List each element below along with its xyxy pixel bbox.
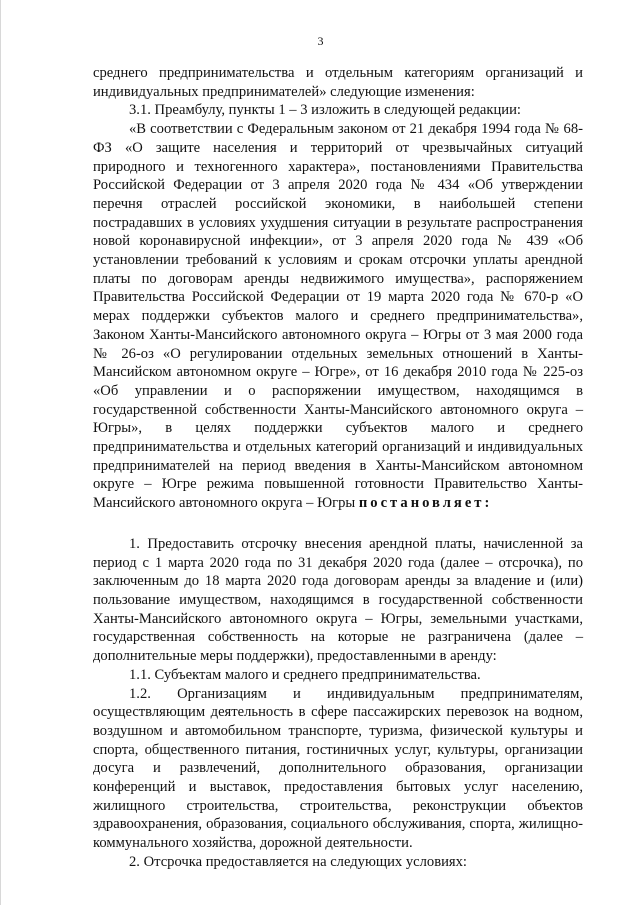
spacer <box>93 513 583 535</box>
paragraph-3-1: 3.1. Преамбулу, пункты 1 – 3 изложить в следующей редакции: <box>129 102 521 119</box>
paragraph-2: 2. Отсрочка предоставляется на следующих условиях: <box>129 853 467 870</box>
paragraph-1-1: 1.1. Субъектам малого и среднего предпринимательства. <box>129 666 481 683</box>
paragraph-1: 1. Предоставить отсрочку внесения арендной платы, начисленной за период с 1 марта 2020 года по 31 декабря 2020 года (далее – отсрочка), по заключенным до 18 марта 2020 года договорам аренды за владение и (или) пользование имуществом, находящимся в государственной собственности Ханты-Мансийского автономного округа – Югры, земельными участками, государственная собственность на которые не разграничена (далее – дополнительные меры поддержки), предоставленными в аренду: <box>93 535 583 665</box>
preamble-text: «В соответствии с Федеральным законом от 21 декабря 1994 года № 68-ФЗ «О защите населения и территорий от чрезвычайных ситуаций природного и техногенного характера», постановлениями Правительства Российской Федерации от 3 апреля 2020 года № 434 «Об утверждении перечня отраслей российской экономики, в наибольшей степени пострадавших в условиях ухудшения ситуации в результате распространения новой коронавирусной инфекции», от 3 апреля 2020 года № 439 «Об установлении требований к условиям и срокам отсрочки уплаты арендной платы по договорам аренды недвижимого имущества», распоряжением Правительства Российской Федерации от 19 марта 2020 года № 670-р «О мерах поддержки субъектов малого и среднего предпринимательства», Законом Ханты-Мансийского автономного округа – Югры от 3 мая 2000 года № 26-оз «О регулировании отдельных земельных отношений в Ханты-Мансийском автономном округе – Югре», от 16 декабря 2010 года № 225-оз «Об управлении и о распоряжении имуществом, находящимся в государственной собственности Ханты-Мансийского автономного округа – Югры», в целях поддержки субъектов малого и среднего предпринимательства и отдельных категорий организаций и индивидуальных предпринимателей на период введения в Ханты-Мансийском автономном округе – Югре режима повышенной готовности Правительство Ханты-Мансийского автономного округа – Югры <box>93 121 583 512</box>
paragraph-preamble <box>93 120 583 513</box>
page-number: 3 <box>317 34 324 48</box>
paragraph-continuation: среднего предпринимательства и отдельным категориям организаций и индивидуальных предпринимателей» следующие изменения: <box>93 65 583 100</box>
decree-word: постановляет: <box>358 495 493 512</box>
document-body <box>93 64 583 872</box>
paragraph-1-2: 1.2. Организациям и индивидуальным предпринимателям, осуществляющим деятельность в сфере пассажирских перевозок на водном, воздушном и автомобильном транспорте, туризма, физической культуры и спорта, общественного питания, гостиничных услуг, культуры, организации досуга и развлечений, дополнительного образования, организации конференций и выставок, предоставления бытовых услуг населению, жилищного строительства, строительства, реконструкции объектов здравоохранения, образования, социального обслуживания, спорта, жилищно-коммунального хозяйства, дорожной деятельности. <box>93 685 583 852</box>
